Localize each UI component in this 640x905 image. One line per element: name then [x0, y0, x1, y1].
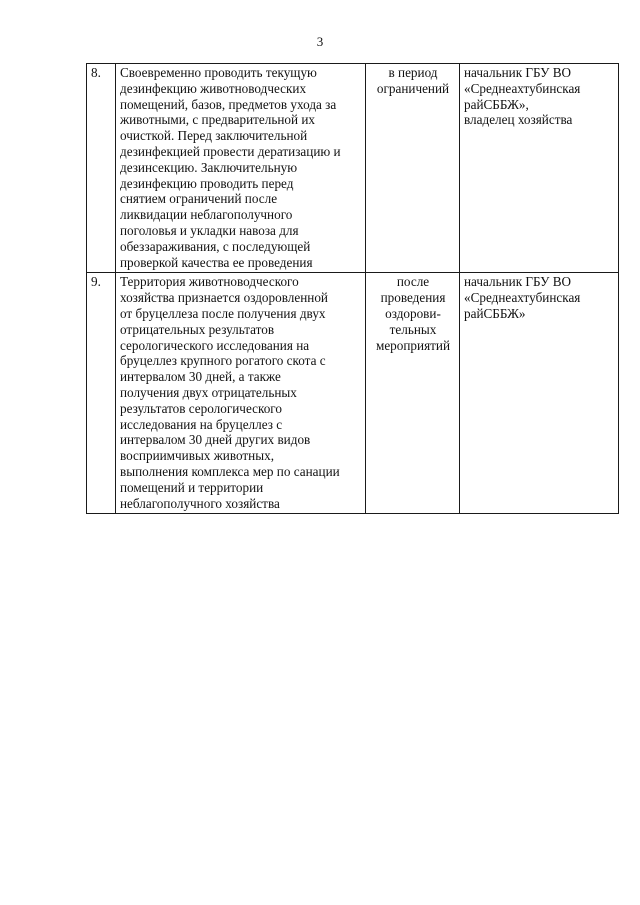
table-row	[87, 64, 619, 273]
deadline-cell: в период ограничений	[366, 64, 460, 273]
action-cell: Территория животноводческого хозяйства признается оздоровленной от бруцеллеза после получения двух отрицательных результатов серологического исследования на бруцеллез крупного рогатого скота с интервалом 30 дней, а также получения двух отрицательных результатов серологического исследования на бруцеллез с интервалом 30 дней других видов восприимчивых животных, выполнения комплекса мер по санации помещений и территории неблагополучного хозяйства	[116, 273, 366, 514]
page-number: 3	[316, 34, 324, 49]
row-number-cell: 9.	[87, 273, 116, 514]
action-cell: Своевременно проводить текущую дезинфекцию животноводческих помещений, базов, предметов ухода за животными, с предварительной их очисткой. Перед заключительной дезинфекцией провести дератизацию и дезинсекцию. Заключительную дезинфекцию проводить перед снятием ограничений после ликвидации неблагополучного поголовья и укладки навоза для обеззараживания, с последующей проверкой качества ее проведения	[116, 64, 366, 273]
measures-table	[86, 63, 619, 514]
row-number-cell: 8.	[87, 64, 116, 273]
deadline-cell: после проведения оздорови- тельных мероприятий	[366, 273, 460, 514]
responsible-cell: начальник ГБУ ВО «Среднеахтубинская райСББЖ»	[460, 273, 619, 514]
responsible-cell: начальник ГБУ ВО «Среднеахтубинская райСББЖ», владелец хозяйства	[460, 64, 619, 273]
table-row	[87, 273, 619, 514]
